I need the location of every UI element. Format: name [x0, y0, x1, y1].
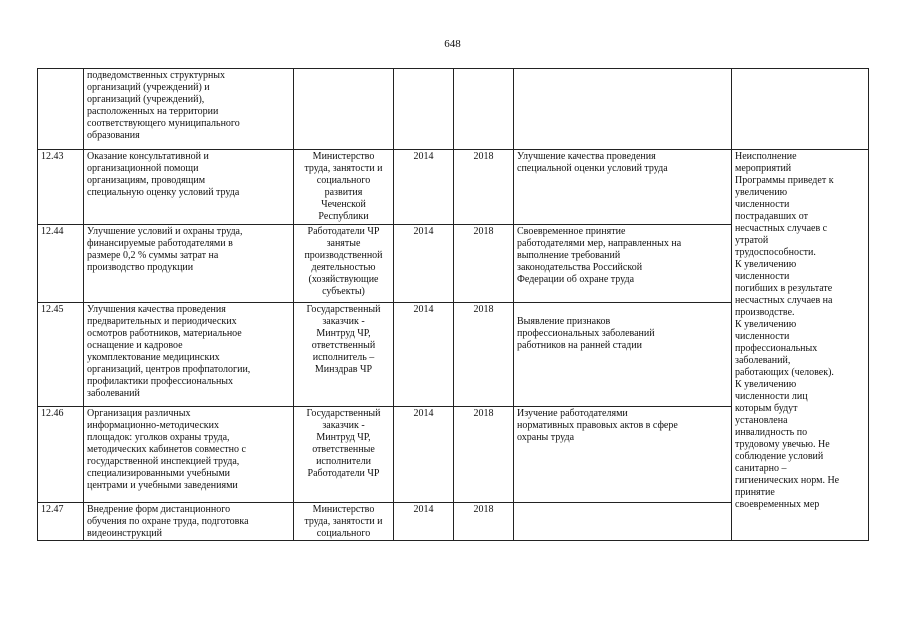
measure-text: Внедрение форм дистанционного обучения по охране труда, подготовка видеоинструкций [84, 503, 294, 541]
expected-result [514, 503, 732, 541]
consequences-text: Неисполнение мероприятий Программы приведет к увеличению численности пострадавших от несчастных случаев с утратой трудоспособности. К увеличению численности погибших в результате несчастных случаев на производстве. К увеличению численности профессиональных заболеваний, работающих (человек). К увеличению численности лиц которым будут установлена инвалидность по трудовому увечью. Не соблюдение условий санитарно – гигиенических норм. Не принятие своевременных мер [735, 151, 840, 510]
row-number: 12.46 [38, 407, 84, 503]
start-year: 2014 [394, 303, 454, 407]
expected-result: Выявление признаков профессиональных заболеваний работников на ранней стадии [514, 303, 732, 407]
start-year: 2014 [394, 225, 454, 303]
measure-text: Улучшения качества проведения предварительных и периодических осмотров работников, материальное оснащение и кадровое укомплектование медицинских организаций, центров профпатологии, профилактики профессиональных заболеваний [84, 303, 294, 407]
executor-cell: Министерство труда, занятости и социального [294, 503, 394, 541]
end-year: 2018 [454, 407, 514, 503]
expected-result: Улучшение качества проведения специальной оценки условий труда [514, 150, 732, 225]
measures-table [37, 68, 869, 541]
start-year: 2014 [394, 407, 454, 503]
executor-cell [294, 69, 394, 150]
executor-cell: Министерство труда, занятости и социального развития Чеченской Республики [294, 150, 394, 225]
end-year: 2018 [454, 303, 514, 407]
row-number: 12.45 [38, 303, 84, 407]
measure-text: подведомственных структурных организаций (учреждений) и организаций (учреждений), расположенных на территории соответствующего муниципального образования [84, 69, 294, 150]
consequences-cell-top [732, 69, 869, 150]
end-year [454, 69, 514, 150]
expected-result: Своевременное принятие работодателями мер, направленных на выполнение требований законодательства Российской Федерации об охране труда [514, 225, 732, 303]
start-year: 2014 [394, 503, 454, 541]
end-year: 2018 [454, 503, 514, 541]
row-number [38, 69, 84, 150]
row-number: 12.44 [38, 225, 84, 303]
measure-text: Улучшение условий и охраны труда, финансируемые работодателями в размере 0,2 % суммы затрат на производство продукции [84, 225, 294, 303]
consequences-cell [732, 150, 869, 541]
table-row [38, 150, 869, 225]
measure-text: Оказание консультативной и организационной помощи организациям, проводящим специальную оценку условий труда [84, 150, 294, 225]
executor-cell: Государственный заказчик - Минтруд ЧР, ответственные исполнители Работодатели ЧР [294, 407, 394, 503]
end-year: 2018 [454, 225, 514, 303]
expected-result [514, 69, 732, 150]
executor-cell: Государственный заказчик - Минтруд ЧР, ответственный исполнитель – Минздрав ЧР [294, 303, 394, 407]
expected-result: Изучение работодателями нормативных правовых актов в сфере охраны труда [514, 407, 732, 503]
end-year: 2018 [454, 150, 514, 225]
executor-cell: Работодатели ЧР занятые производственной деятельностью (хозяйствующие субъекты) [294, 225, 394, 303]
row-number: 12.43 [38, 150, 84, 225]
start-year: 2014 [394, 150, 454, 225]
measure-text: Организация различных информационно-методических площадок: уголков охраны труда, методических кабинетов совместно с государственной инспекцией труда, специализированными учебными центрами и учебными заведениями [84, 407, 294, 503]
row-number: 12.47 [38, 503, 84, 541]
page-number: 648 [444, 38, 461, 50]
start-year [394, 69, 454, 150]
table-row [38, 69, 869, 150]
